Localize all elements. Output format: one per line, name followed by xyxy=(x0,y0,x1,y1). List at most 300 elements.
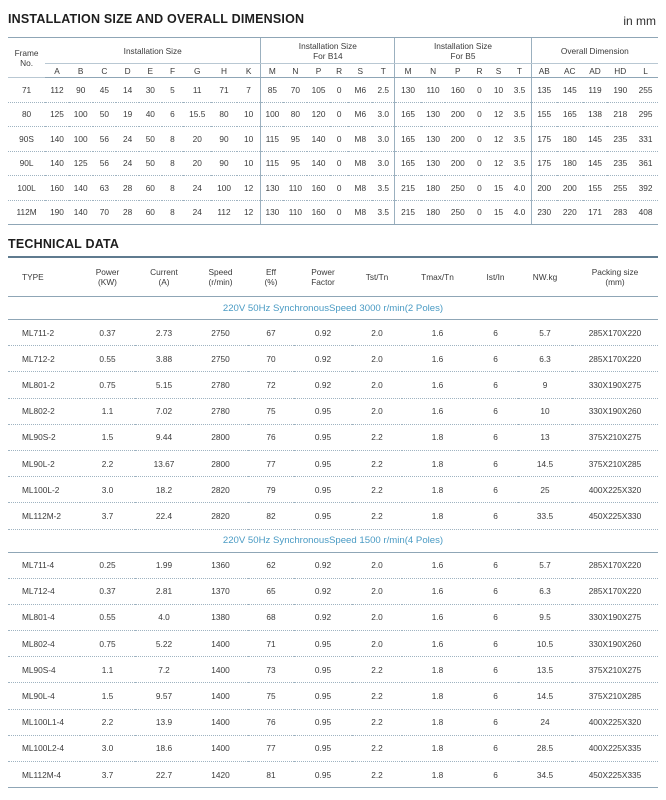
column-letter: N xyxy=(283,64,307,78)
motor-value: 25 xyxy=(518,477,572,503)
motor-value: 285X170X220 xyxy=(572,578,658,604)
motor-value: 1.6 xyxy=(402,604,473,630)
dimension-cell: 160 xyxy=(445,78,470,103)
motor-value: 330X190X275 xyxy=(572,604,658,630)
motor-value: 2.2 xyxy=(352,709,402,735)
motor-value: 0.92 xyxy=(294,320,352,346)
dimension-cell: 10 xyxy=(237,151,261,176)
motor-value: 22.4 xyxy=(135,503,193,529)
dimension-cell: 250 xyxy=(445,176,470,201)
motor-value: 375X210X285 xyxy=(572,450,658,476)
motor-value: 6 xyxy=(473,450,518,476)
dimension-cell: 4.0 xyxy=(508,200,531,225)
dimension-cell: 250 xyxy=(445,200,470,225)
motor-value: 73 xyxy=(248,657,294,683)
dimension-cell: 235 xyxy=(607,127,633,152)
motor-value: 6 xyxy=(473,762,518,788)
frame-header-line1: Frame xyxy=(14,47,39,58)
motor-value: 6 xyxy=(473,709,518,735)
dimension-cell: 20 xyxy=(183,127,211,152)
dimension-cell: 130 xyxy=(421,151,446,176)
dimension-cell: 0 xyxy=(470,151,489,176)
dimension-cell: 125 xyxy=(45,102,69,127)
dimension-cell: 165 xyxy=(557,102,583,127)
motor-type: ML90L-2 xyxy=(8,450,80,476)
dimension-cell: 3.0 xyxy=(372,151,395,176)
motor-type: ML712-4 xyxy=(8,578,80,604)
motor-type: ML712-2 xyxy=(8,346,80,372)
motor-value: 9.44 xyxy=(135,424,193,450)
dimension-cell: 180 xyxy=(421,176,446,201)
group-b5-line2: For B5 xyxy=(450,50,476,61)
column-letter: R xyxy=(330,64,349,78)
motor-value: 77 xyxy=(248,450,294,476)
tech-header xyxy=(473,257,518,297)
dimension-cell: 63 xyxy=(93,176,117,201)
motor-value: 18.2 xyxy=(135,477,193,503)
dimension-cell: 135 xyxy=(531,78,557,103)
dimension-cell: 0 xyxy=(330,78,349,103)
motor-value: 81 xyxy=(248,762,294,788)
motor-type: ML90S-4 xyxy=(8,657,80,683)
dimension-cell: 0 xyxy=(330,176,349,201)
dimension-cell: 130 xyxy=(421,127,446,152)
motor-value: 0.95 xyxy=(294,631,352,657)
tech-header xyxy=(80,257,135,297)
dimension-cell: 28 xyxy=(116,200,139,225)
motor-value: 2.0 xyxy=(352,372,402,398)
motor-value: 2.2 xyxy=(352,503,402,529)
dimension-cell: 283 xyxy=(607,200,633,225)
dimension-cell: 12 xyxy=(489,151,509,176)
dimension-cell: M8 xyxy=(348,151,372,176)
dimension-cell: 171 xyxy=(583,200,608,225)
motor-row xyxy=(8,372,658,398)
dimension-cell: 5 xyxy=(162,78,184,103)
motor-value: 1380 xyxy=(193,604,248,630)
dimension-cell: 6 xyxy=(162,102,184,127)
motor-value: 6.3 xyxy=(518,578,572,604)
motor-value: 2820 xyxy=(193,503,248,529)
dimension-cell: 80 xyxy=(283,102,307,127)
tech-header xyxy=(8,257,80,297)
dimension-cell: 3.5 xyxy=(372,200,395,225)
motor-value: 65 xyxy=(248,578,294,604)
motor-value: 72 xyxy=(248,372,294,398)
tech-header xyxy=(352,257,402,297)
dimension-cell: 155 xyxy=(583,176,608,201)
dimension-cell: 8 xyxy=(162,200,184,225)
group-b14-line2: For B14 xyxy=(313,50,343,61)
dimension-cell: 15 xyxy=(489,200,509,225)
motor-value: 0.37 xyxy=(80,578,135,604)
motor-value: 0.95 xyxy=(294,735,352,761)
motor-value: 0.75 xyxy=(80,372,135,398)
dimension-cell: 30 xyxy=(139,78,162,103)
frame-header-line2: No. xyxy=(20,57,34,68)
motor-type: ML100L1-4 xyxy=(8,709,80,735)
motor-value: 75 xyxy=(248,398,294,424)
motor-value: 34.5 xyxy=(518,762,572,788)
dimension-cell: 0 xyxy=(470,176,489,201)
motor-value: 1.1 xyxy=(80,657,135,683)
dimension-cell: 145 xyxy=(557,78,583,103)
dimension-cell: 220 xyxy=(557,200,583,225)
dimension-cell: 100 xyxy=(211,176,237,201)
motor-row xyxy=(8,762,658,788)
tech-header-line: (%) xyxy=(264,277,278,287)
dimension-table xyxy=(8,37,658,225)
motor-value: 1370 xyxy=(193,578,248,604)
motor-row xyxy=(8,578,658,604)
dimension-row xyxy=(8,102,658,127)
tech-header-line: Factor xyxy=(311,277,335,287)
dimension-cell: 12 xyxy=(237,176,261,201)
motor-value: 0.95 xyxy=(294,657,352,683)
dimension-cell: 11 xyxy=(183,78,211,103)
motor-value: 79 xyxy=(248,477,294,503)
column-letter: C xyxy=(93,64,117,78)
motor-value: 1.6 xyxy=(402,578,473,604)
motor-type: ML711-2 xyxy=(8,320,80,346)
dimension-cell: 160 xyxy=(307,200,330,225)
group-overall-dimension: Overall Dimension xyxy=(531,38,658,64)
motor-value: 5.22 xyxy=(135,631,193,657)
motor-value: 1.6 xyxy=(402,372,473,398)
motor-value: 2.2 xyxy=(352,424,402,450)
dimension-cell: 119 xyxy=(583,78,608,103)
motor-value: 1400 xyxy=(193,657,248,683)
dimension-cell: 0 xyxy=(330,102,349,127)
motor-value: 6 xyxy=(473,346,518,372)
dimension-cell: 0 xyxy=(470,127,489,152)
frame-cell: 71 xyxy=(8,78,45,103)
dimension-cell: 100 xyxy=(261,102,284,127)
motor-value: 10 xyxy=(518,398,572,424)
column-letter: H xyxy=(211,64,237,78)
dimension-cell: 3.0 xyxy=(372,102,395,127)
dimension-cell: 160 xyxy=(307,176,330,201)
dimension-cell: 3.5 xyxy=(508,102,531,127)
motor-value: 1.8 xyxy=(402,477,473,503)
motor-value: 2.0 xyxy=(352,631,402,657)
motor-value: 1.8 xyxy=(402,424,473,450)
motor-value: 6 xyxy=(473,552,518,578)
motor-value: 285X170X220 xyxy=(572,552,658,578)
motor-value: 9.5 xyxy=(518,604,572,630)
dimension-cell: 130 xyxy=(261,176,284,201)
column-letter: T xyxy=(508,64,531,78)
column-letter: L xyxy=(633,64,658,78)
motor-value: 5.15 xyxy=(135,372,193,398)
dimension-cell: 71 xyxy=(211,78,237,103)
motor-value: 450X225X330 xyxy=(572,503,658,529)
dimension-cell: 235 xyxy=(607,151,633,176)
motor-value: 400X225X335 xyxy=(572,735,658,761)
dimension-cell: 95 xyxy=(283,151,307,176)
dimension-row xyxy=(8,176,658,201)
dimension-row xyxy=(8,200,658,225)
motor-value: 2800 xyxy=(193,424,248,450)
motor-value: 1.8 xyxy=(402,503,473,529)
dimension-cell: M6 xyxy=(348,102,372,127)
motor-value: 1.8 xyxy=(402,735,473,761)
motor-type: ML802-2 xyxy=(8,398,80,424)
dimension-cell: M8 xyxy=(348,176,372,201)
dimension-cell: 160 xyxy=(45,176,69,201)
motor-value: 6 xyxy=(473,631,518,657)
dimension-cell: 28 xyxy=(116,176,139,201)
tech-header xyxy=(248,257,294,297)
dimension-cell: 50 xyxy=(139,151,162,176)
frame-cell: 90S xyxy=(8,127,45,152)
motor-value: 375X210X275 xyxy=(572,657,658,683)
motor-value: 5.7 xyxy=(518,320,572,346)
motor-value: 330X190X260 xyxy=(572,631,658,657)
dimension-cell: 175 xyxy=(531,127,557,152)
dimension-cell: 180 xyxy=(557,127,583,152)
motor-value: 2750 xyxy=(193,346,248,372)
frame-cell: 90L xyxy=(8,151,45,176)
dimension-cell: 0 xyxy=(470,102,489,127)
motor-value: 2.81 xyxy=(135,578,193,604)
unit-label: in mm xyxy=(623,14,656,28)
dimension-cell: 140 xyxy=(45,127,69,152)
dimension-cell: 12 xyxy=(237,200,261,225)
speed-group-label: 220V 50Hz SynchronousSpeed 1500 r/min(4 Poles) xyxy=(8,529,658,552)
motor-value: 2.2 xyxy=(352,450,402,476)
column-letter: P xyxy=(445,64,470,78)
tech-header-line: TYPE xyxy=(22,272,44,282)
dimension-cell: 100 xyxy=(69,127,93,152)
frame-header xyxy=(8,38,45,78)
dimension-cell: 110 xyxy=(421,78,446,103)
dimension-cell: 70 xyxy=(283,78,307,103)
motor-value: 0.95 xyxy=(294,709,352,735)
motor-value: 0.95 xyxy=(294,450,352,476)
motor-value: 76 xyxy=(248,709,294,735)
motor-value: 2.2 xyxy=(352,657,402,683)
dimension-cell: 0 xyxy=(330,200,349,225)
dimension-cell: 3.5 xyxy=(508,78,531,103)
column-letter: R xyxy=(470,64,489,78)
motor-value: 2750 xyxy=(193,320,248,346)
column-letter: AC xyxy=(557,64,583,78)
column-letter: G xyxy=(183,64,211,78)
motor-value: 1.6 xyxy=(402,346,473,372)
dimension-cell: 140 xyxy=(69,176,93,201)
motor-value: 6.3 xyxy=(518,346,572,372)
dimension-cell: 218 xyxy=(607,102,633,127)
motor-value: 77 xyxy=(248,735,294,761)
dimension-cell: 138 xyxy=(583,102,608,127)
motor-value: 1400 xyxy=(193,709,248,735)
motor-value: 1.8 xyxy=(402,709,473,735)
dimension-cell: 20 xyxy=(183,151,211,176)
dimension-cell: 295 xyxy=(633,102,658,127)
dimension-cell: 180 xyxy=(557,151,583,176)
dimension-cell: 80 xyxy=(211,102,237,127)
motor-value: 3.7 xyxy=(80,503,135,529)
motor-value: 62 xyxy=(248,552,294,578)
dimension-cell: 130 xyxy=(261,200,284,225)
motor-value: 2.0 xyxy=(352,346,402,372)
motor-value: 1.6 xyxy=(402,320,473,346)
dimension-row xyxy=(8,151,658,176)
motor-value: 2.2 xyxy=(352,762,402,788)
tech-header-line: Power xyxy=(311,267,335,277)
motor-value: 6 xyxy=(473,398,518,424)
dimension-cell: 230 xyxy=(531,200,557,225)
column-letter: T xyxy=(372,64,395,78)
dimension-cell: 145 xyxy=(583,151,608,176)
motor-value: 0.95 xyxy=(294,683,352,709)
motor-type: ML801-4 xyxy=(8,604,80,630)
motor-value: 13.5 xyxy=(518,657,572,683)
dimension-cell: 24 xyxy=(116,127,139,152)
dimension-cell: 56 xyxy=(93,127,117,152)
motor-value: 1.8 xyxy=(402,683,473,709)
dimension-cell: 165 xyxy=(395,127,421,152)
motor-value: 9 xyxy=(518,372,572,398)
motor-value: 2780 xyxy=(193,372,248,398)
dimension-cell: 165 xyxy=(395,102,421,127)
motor-value: 2.2 xyxy=(352,683,402,709)
motor-value: 14.5 xyxy=(518,450,572,476)
motor-value: 1.6 xyxy=(402,631,473,657)
motor-value: 0.37 xyxy=(80,320,135,346)
motor-value: 450X225X335 xyxy=(572,762,658,788)
motor-value: 13.67 xyxy=(135,450,193,476)
dimension-cell: 24 xyxy=(183,200,211,225)
column-letter: M xyxy=(261,64,284,78)
dimension-cell: 8 xyxy=(162,151,184,176)
motor-row xyxy=(8,683,658,709)
dimension-cell: 140 xyxy=(307,151,330,176)
motor-type: ML100L2-4 xyxy=(8,735,80,761)
motor-row xyxy=(8,604,658,630)
motor-value: 14.5 xyxy=(518,683,572,709)
group-installation-size: Installation Size xyxy=(45,38,261,64)
dimension-cell: M8 xyxy=(348,200,372,225)
tech-header-line: Tst/Tn xyxy=(365,272,389,282)
frame-cell: 80 xyxy=(8,102,45,127)
motor-value: 2.0 xyxy=(352,398,402,424)
motor-value: 75 xyxy=(248,683,294,709)
dimension-cell: 3.5 xyxy=(508,151,531,176)
dimension-cell: 110 xyxy=(283,200,307,225)
motor-row xyxy=(8,424,658,450)
dimension-cell: 90 xyxy=(211,151,237,176)
dimension-cell: 95 xyxy=(283,127,307,152)
dimension-cell: 45 xyxy=(93,78,117,103)
motor-value: 0.92 xyxy=(294,372,352,398)
column-letter: D xyxy=(116,64,139,78)
motor-value: 330X190X275 xyxy=(572,372,658,398)
motor-value: 2820 xyxy=(193,477,248,503)
dimension-cell: 12 xyxy=(489,127,509,152)
tech-header-line: (KW) xyxy=(98,277,117,287)
dimension-cell: 140 xyxy=(69,200,93,225)
dimension-cell: 130 xyxy=(421,102,446,127)
group-b14-line1: Installation Size xyxy=(298,40,357,51)
tech-header xyxy=(294,257,352,297)
motor-value: 0.92 xyxy=(294,552,352,578)
motor-value: 70 xyxy=(248,346,294,372)
motor-value: 3.7 xyxy=(80,762,135,788)
dimension-cell: 200 xyxy=(445,127,470,152)
motor-value: 2.0 xyxy=(352,604,402,630)
motor-value: 375X210X275 xyxy=(572,424,658,450)
motor-value: 10.5 xyxy=(518,631,572,657)
motor-value: 6 xyxy=(473,424,518,450)
column-letter: N xyxy=(421,64,446,78)
dimension-cell: 105 xyxy=(307,78,330,103)
dimension-cell: 200 xyxy=(557,176,583,201)
motor-value: 1.6 xyxy=(402,398,473,424)
dimension-cell: 112 xyxy=(211,200,237,225)
group-b14 xyxy=(261,38,395,64)
dimension-cell: 200 xyxy=(531,176,557,201)
motor-value: 400X225X320 xyxy=(572,709,658,735)
technical-table xyxy=(8,256,658,788)
dimension-cell: 85 xyxy=(261,78,284,103)
dimension-section-title: INSTALLATION SIZE AND OVERALL DIMENSION xyxy=(8,12,305,26)
motor-value: 285X170X220 xyxy=(572,320,658,346)
column-letter: S xyxy=(489,64,509,78)
motor-row xyxy=(8,477,658,503)
group-b5 xyxy=(395,38,531,64)
motor-value: 2.73 xyxy=(135,320,193,346)
group-b5-line1: Installation Size xyxy=(433,40,493,51)
dimension-cell: 90 xyxy=(211,127,237,152)
motor-value: 2.2 xyxy=(352,477,402,503)
motor-value: 6 xyxy=(473,477,518,503)
column-letter: AD xyxy=(583,64,608,78)
dimension-cell: 70 xyxy=(93,200,117,225)
motor-value: 76 xyxy=(248,424,294,450)
speed-group-label: 220V 50Hz SynchronousSpeed 3000 r/min(2 Poles) xyxy=(8,297,658,320)
dimension-cell: 255 xyxy=(633,78,658,103)
technical-section-title: TECHNICAL DATA xyxy=(8,237,120,251)
motor-value: 3.0 xyxy=(80,477,135,503)
tech-header xyxy=(572,257,658,297)
motor-value: 1400 xyxy=(193,683,248,709)
motor-type: ML802-4 xyxy=(8,631,80,657)
tech-header xyxy=(402,257,473,297)
dimension-cell: 0 xyxy=(470,78,489,103)
dimension-cell: 200 xyxy=(445,102,470,127)
motor-value: 1.99 xyxy=(135,552,193,578)
dimension-cell: 2.5 xyxy=(372,78,395,103)
dimension-cell: 408 xyxy=(633,200,658,225)
dimension-cell: 40 xyxy=(139,102,162,127)
motor-value: 6 xyxy=(473,735,518,761)
dimension-cell: 60 xyxy=(139,176,162,201)
motor-value: 22.7 xyxy=(135,762,193,788)
column-letter: E xyxy=(139,64,162,78)
dimension-cell: 90 xyxy=(69,78,93,103)
column-letter: A xyxy=(45,64,69,78)
motor-type: ML90L-4 xyxy=(8,683,80,709)
motor-value: 1.8 xyxy=(402,450,473,476)
motor-value: 24 xyxy=(518,709,572,735)
dimension-cell: M6 xyxy=(348,78,372,103)
dimension-cell: M8 xyxy=(348,127,372,152)
motor-value: 71 xyxy=(248,631,294,657)
motor-value: 6 xyxy=(473,578,518,604)
motor-value: 6 xyxy=(473,604,518,630)
